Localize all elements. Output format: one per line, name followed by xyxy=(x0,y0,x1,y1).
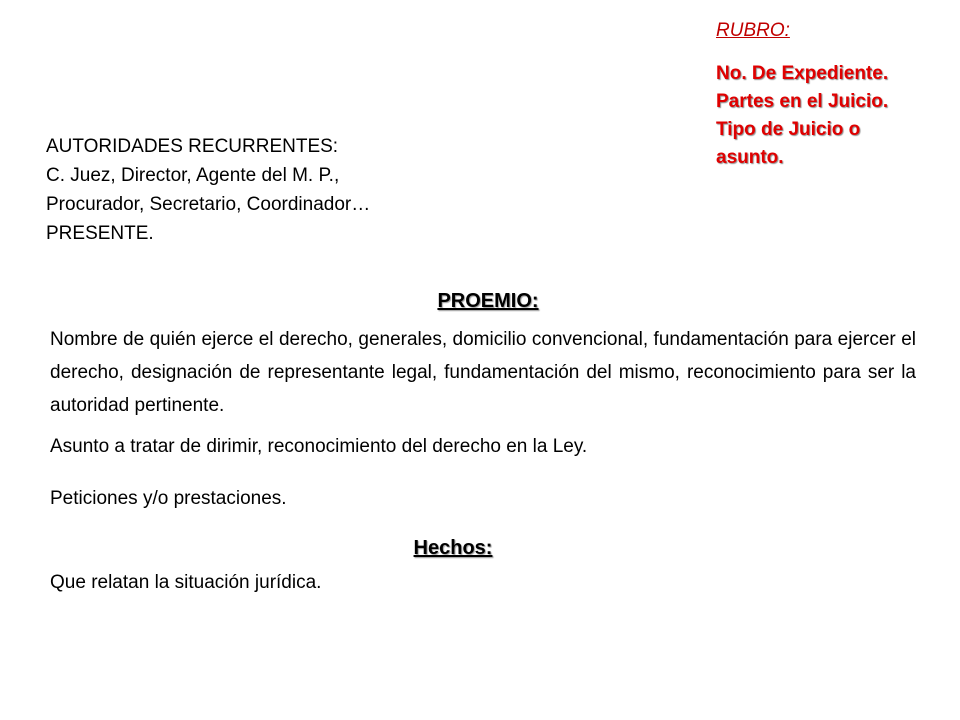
proemio-paragraph: Nombre de quién ejerce el derecho, generales, domicilio convencional, fundamentación para ejercer el derecho, designación de representante legal, fundamentación del mismo, reconocimiento para ser la autoridad pertinente. xyxy=(50,329,916,416)
rubro-title: RUBRO: xyxy=(716,20,790,41)
autoridades-line-cargos-cont: Procurador, Secretario, Coordinador… xyxy=(46,194,371,215)
hechos-heading: Hechos: xyxy=(413,537,493,559)
hechos-paragraph: Que relatan la situación jurídica. xyxy=(50,572,322,593)
rubro-item-partes: Partes en el Juicio. xyxy=(716,91,889,112)
rubro-list xyxy=(716,60,956,172)
rubro-item-asunto: asunto. xyxy=(716,147,784,168)
autoridades-block xyxy=(46,132,486,248)
autoridades-line-cargos: C. Juez, Director, Agente del M. P., xyxy=(46,165,340,186)
asunto-paragraph: Asunto a tratar de dirimir, reconocimiento del derecho en la Ley. xyxy=(50,436,588,457)
proemio-heading: PROEMIO: xyxy=(437,290,539,312)
rubro-item-tipo-juicio: Tipo de Juicio o xyxy=(716,119,861,140)
autoridades-presente: PRESENTE. xyxy=(46,223,154,244)
rubro-item-expediente: No. De Expediente. xyxy=(716,63,889,84)
peticiones-paragraph: Peticiones y/o prestaciones. xyxy=(50,488,287,509)
autoridades-heading: AUTORIDADES RECURRENTES: xyxy=(46,136,339,157)
